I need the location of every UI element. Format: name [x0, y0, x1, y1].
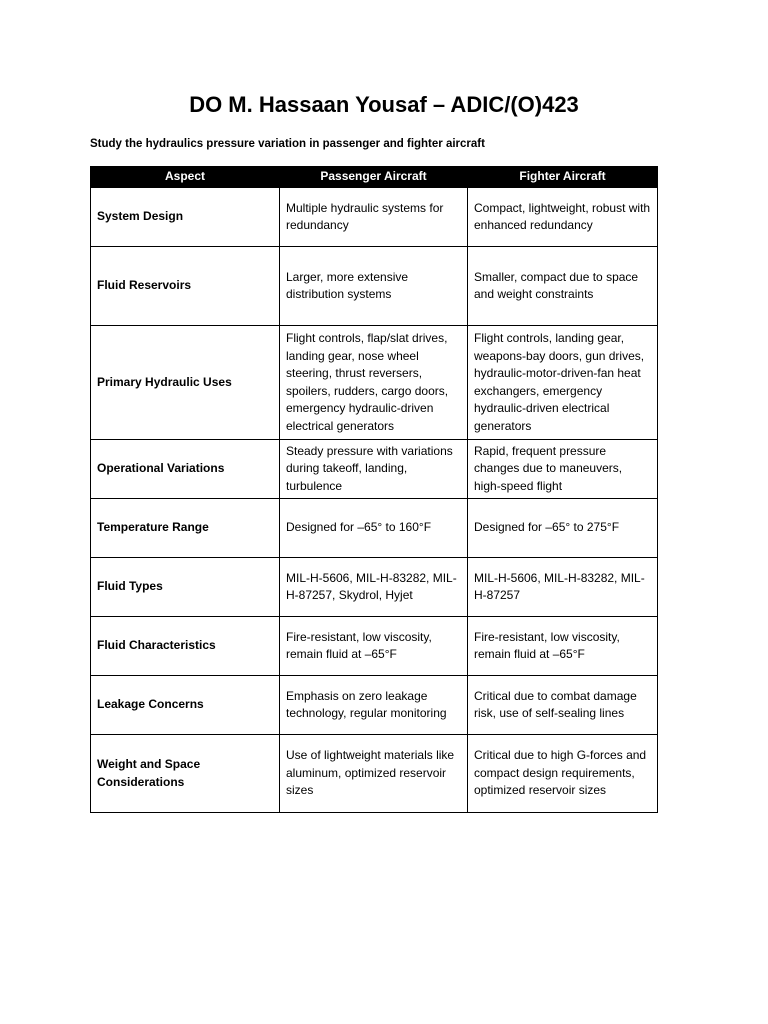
row-aspect-cell: Temperature Range [91, 499, 280, 558]
comparison-table [90, 166, 658, 813]
row-aspect-cell: Fluid Reservoirs [91, 247, 280, 326]
row-aspect-cell: Operational Variations [91, 440, 280, 499]
row-passenger-cell: MIL-H-5606, MIL-H-83282, MIL-H-87257, Skydrol, Hyjet [280, 558, 468, 617]
column-header-aspect: Aspect [91, 167, 280, 188]
column-header-fighter: Fighter Aircraft [468, 167, 658, 188]
table-row [91, 247, 658, 326]
row-aspect-cell: Weight and Space Considerations [91, 735, 280, 813]
table-row [91, 188, 658, 247]
table-row [91, 326, 658, 440]
row-passenger-cell: Flight controls, flap/slat drives, landing gear, nose wheel steering, thrust reversers, spoilers, rudders, cargo doors, emergency hydraulic-driven electrical generators [280, 326, 468, 440]
row-aspect-cell: Primary Hydraulic Uses [91, 326, 280, 440]
row-aspect-cell: Fluid Types [91, 558, 280, 617]
document-subtitle: Study the hydraulics pressure variation in passenger and fighter aircraft [90, 138, 485, 150]
table-row [91, 676, 658, 735]
row-fighter-cell: Rapid, frequent pressure changes due to maneuvers, high-speed flight [468, 440, 658, 499]
row-aspect-cell: Fluid Characteristics [91, 617, 280, 676]
table-row [91, 440, 658, 499]
table-row [91, 558, 658, 617]
table-row [91, 499, 658, 558]
row-passenger-cell: Designed for –65° to 160°F [280, 499, 468, 558]
document-title: DO M. Hassaan Yousaf – ADIC/(O)423 [189, 92, 579, 117]
row-fighter-cell: MIL-H-5606, MIL-H-83282, MIL-H-87257 [468, 558, 658, 617]
row-aspect-cell: Leakage Concerns [91, 676, 280, 735]
row-fighter-cell: Critical due to combat damage risk, use of self-sealing lines [468, 676, 658, 735]
table-header-row [91, 167, 658, 188]
row-fighter-cell: Fire-resistant, low viscosity, remain fluid at –65°F [468, 617, 658, 676]
row-passenger-cell: Use of lightweight materials like aluminum, optimized reservoir sizes [280, 735, 468, 813]
row-passenger-cell: Larger, more extensive distribution systems [280, 247, 468, 326]
row-fighter-cell: Critical due to high G-forces and compact design requirements, optimized reservoir sizes [468, 735, 658, 813]
row-fighter-cell: Designed for –65° to 275°F [468, 499, 658, 558]
row-fighter-cell: Smaller, compact due to space and weight constraints [468, 247, 658, 326]
row-passenger-cell: Emphasis on zero leakage technology, regular monitoring [280, 676, 468, 735]
table-row [91, 617, 658, 676]
table-row [91, 735, 658, 813]
column-header-passenger: Passenger Aircraft [280, 167, 468, 188]
row-fighter-cell: Flight controls, landing gear, weapons-bay doors, gun drives, hydraulic-motor-driven-fan heat exchangers, emergency hydraulic-driven electrical generators [468, 326, 658, 440]
row-aspect-cell: System Design [91, 188, 280, 247]
row-fighter-cell: Compact, lightweight, robust with enhanced redundancy [468, 188, 658, 247]
row-passenger-cell: Fire-resistant, low viscosity, remain fluid at –65°F [280, 617, 468, 676]
row-passenger-cell: Steady pressure with variations during takeoff, landing, turbulence [280, 440, 468, 499]
row-passenger-cell: Multiple hydraulic systems for redundancy [280, 188, 468, 247]
